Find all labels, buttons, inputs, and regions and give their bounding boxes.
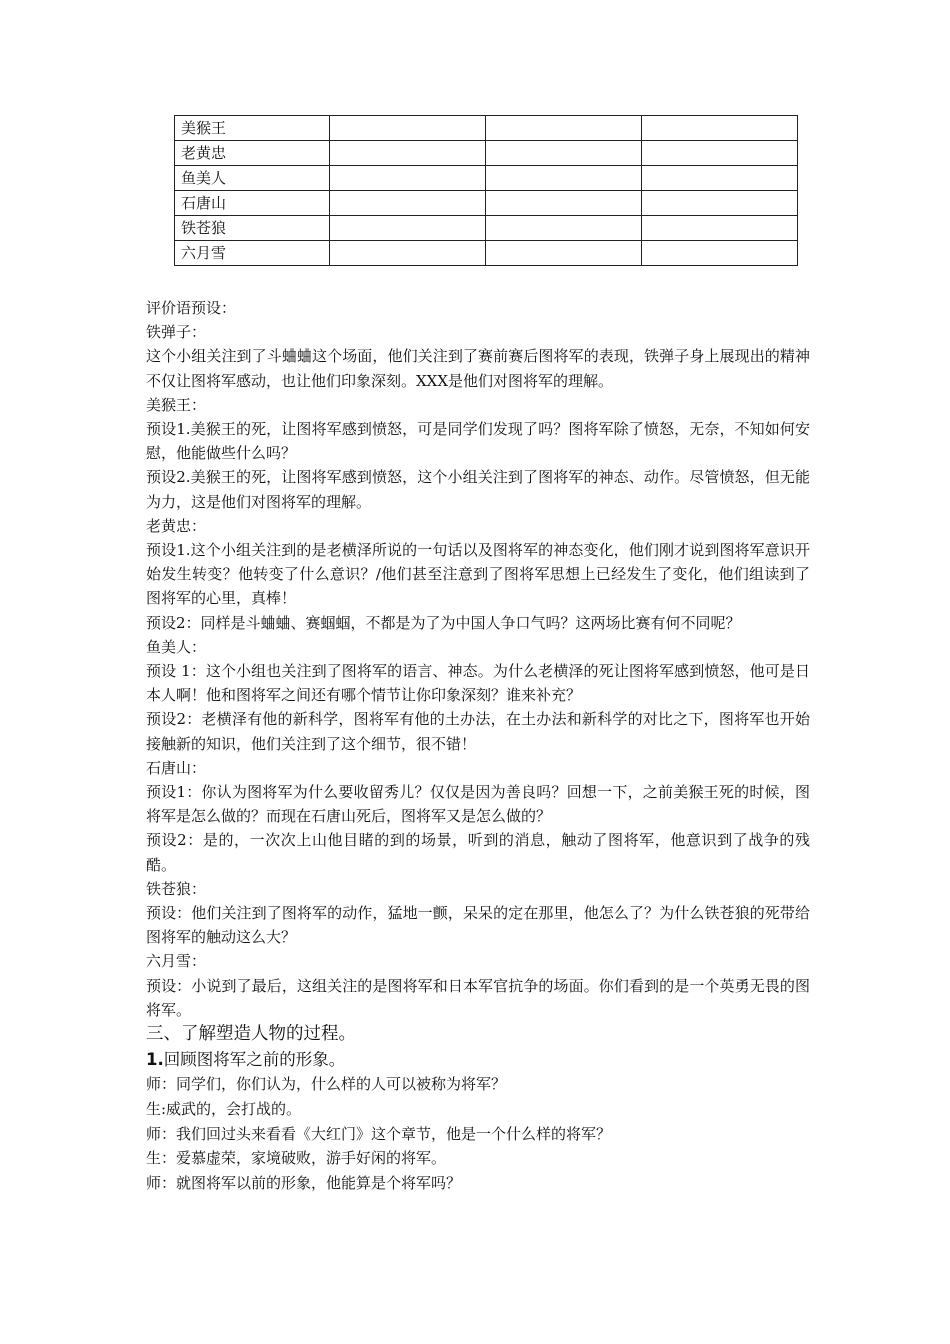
- table-cell: 老黄忠: [175, 141, 330, 166]
- document-body: [146, 296, 810, 1196]
- paragraph: 预设：他们关注到了图将军的动作，猛地一颤，呆呆的定在那里，他怎么了？为什么铁苍狼的死带给图将军的触动这么大？: [146, 904, 810, 947]
- table-cell: [486, 191, 642, 216]
- table-row: [175, 191, 798, 216]
- table-cell: [330, 141, 486, 166]
- table-row: [175, 241, 798, 266]
- table-cell: 六月雪: [175, 241, 330, 266]
- table-cell: [330, 166, 486, 191]
- dialogue-line: 生:威武的，会打战的。: [146, 1099, 302, 1118]
- table-cell: [486, 216, 642, 241]
- table-cell: [330, 216, 486, 241]
- group-heading: 老黄忠：: [146, 516, 207, 535]
- table-cell: 石唐山: [175, 191, 330, 216]
- table-cell: [330, 116, 486, 141]
- paragraph: 预设2：同样是斗蛐蛐、赛蝈蝈，不都是为了为中国人争口气吗？这两场比赛有何不同呢？: [146, 613, 741, 632]
- paragraph: 预设1：你认为图将军为什么要收留秀儿？仅仅是因为善良吗？回想一下，之前美猴王死的时候，图将军是怎么做的？而现在石唐山死后，图将军又是怎么做的？: [146, 783, 810, 826]
- paragraph: 预设2：老横泽有他的新科学，图将军有他的土办法，在土办法和新科学的对比之下，图将军也开始接触新的知识，他们关注到了这个细节，很不错！: [146, 710, 810, 753]
- group-heading: 铁苍狼：: [146, 879, 207, 898]
- paragraph: 预设1.美猴王的死，让图将军感到愤怒，可是同学们发现了吗？图将军除了愤怒，无奈，不知如何安慰，他能做些什么吗？: [146, 420, 810, 463]
- dialogue-line: 师：就图将军以前的形象，他能算是个将军吗？: [146, 1174, 462, 1193]
- dialogue-line: 师：同学们，你们认为，什么样的人可以被称为将军？: [146, 1075, 507, 1094]
- group-heading: 石唐山：: [146, 758, 207, 777]
- paragraph: 预设 1：这个小组也关注到了图将军的语言、神态。为什么老横泽的死让图将军感到愤怒，他可是日本人啊！他和图将军之间还有哪个情节让你印象深刻？谁来补充？: [146, 662, 810, 705]
- group-table: [174, 115, 798, 266]
- section-heading: 三、了解塑造人物的过程。: [146, 1024, 356, 1045]
- group-heading: 六月雪：: [146, 952, 207, 971]
- table-cell: [642, 141, 798, 166]
- table-cell: [486, 141, 642, 166]
- paragraph: 这个小组关注到了斗蛐蛐这个场面，他们关注到了赛前赛后图将军的表现，铁弹子身上展现出的精神不仅让图将军感动，也让他们印象深刻。XXX是他们对图将军的理解。: [146, 347, 810, 390]
- paragraph: 预设2：是的，一次次上山他目睹的到的场景，听到的消息，触动了图将军，他意识到了战争的残酷。: [146, 831, 810, 874]
- table-cell: [642, 216, 798, 241]
- paragraph: 预设1.这个小组关注到的是老横泽所说的一句话以及图将军的神态变化，他们刚才说到图将军意识开始发生转变？他转变了什么意识？/他们甚至注意到了图将军思想上已经发生了变化，他们组读到了图将军的心里，真棒！: [146, 541, 810, 608]
- table-row: [175, 216, 798, 241]
- table-cell: [330, 241, 486, 266]
- table-cell: [330, 191, 486, 216]
- table-cell: [486, 241, 642, 266]
- dialogue-line: 生：爱慕虚荣，家境破败，游手好闲的将军。: [146, 1149, 447, 1168]
- dialogue-line: 师：我们回过头来看看《大红门》这个章节，他是一个什么样的将军？: [146, 1124, 612, 1143]
- subsection-title: 回顾图将军之前的形象。: [163, 1050, 346, 1070]
- table-cell: 铁苍狼: [175, 216, 330, 241]
- table-cell: [642, 191, 798, 216]
- table-cell: 美猴王: [175, 116, 330, 141]
- table-cell: 鱼美人: [175, 166, 330, 191]
- group-heading: 铁弹子：: [146, 323, 207, 342]
- paragraph: 预设2.美猴王的死，让图将军感到愤怒，这个小组关注到了图将军的神态、动作。尽管愤怒，但无能为力，这是他们对图将军的理解。: [146, 468, 810, 511]
- table-cell: [642, 116, 798, 141]
- subsection-heading: [146, 1047, 810, 1072]
- table-cell: [486, 166, 642, 191]
- group-heading: 鱼美人：: [146, 637, 207, 656]
- paragraph: 预设：小说到了最后，这组关注的是图将军和日本军官抗争的场面。你们看到的是一个英勇无畏的图将军。: [146, 976, 810, 1019]
- table-row: [175, 166, 798, 191]
- section-label: 评价语预设：: [146, 299, 237, 317]
- table-cell: [642, 166, 798, 191]
- subsection-number: 1.: [146, 1050, 164, 1070]
- table-cell: [642, 241, 798, 266]
- table-cell: [486, 116, 642, 141]
- group-heading: 美猴王：: [146, 395, 207, 414]
- table-row: [175, 141, 798, 166]
- table-row: [175, 116, 798, 141]
